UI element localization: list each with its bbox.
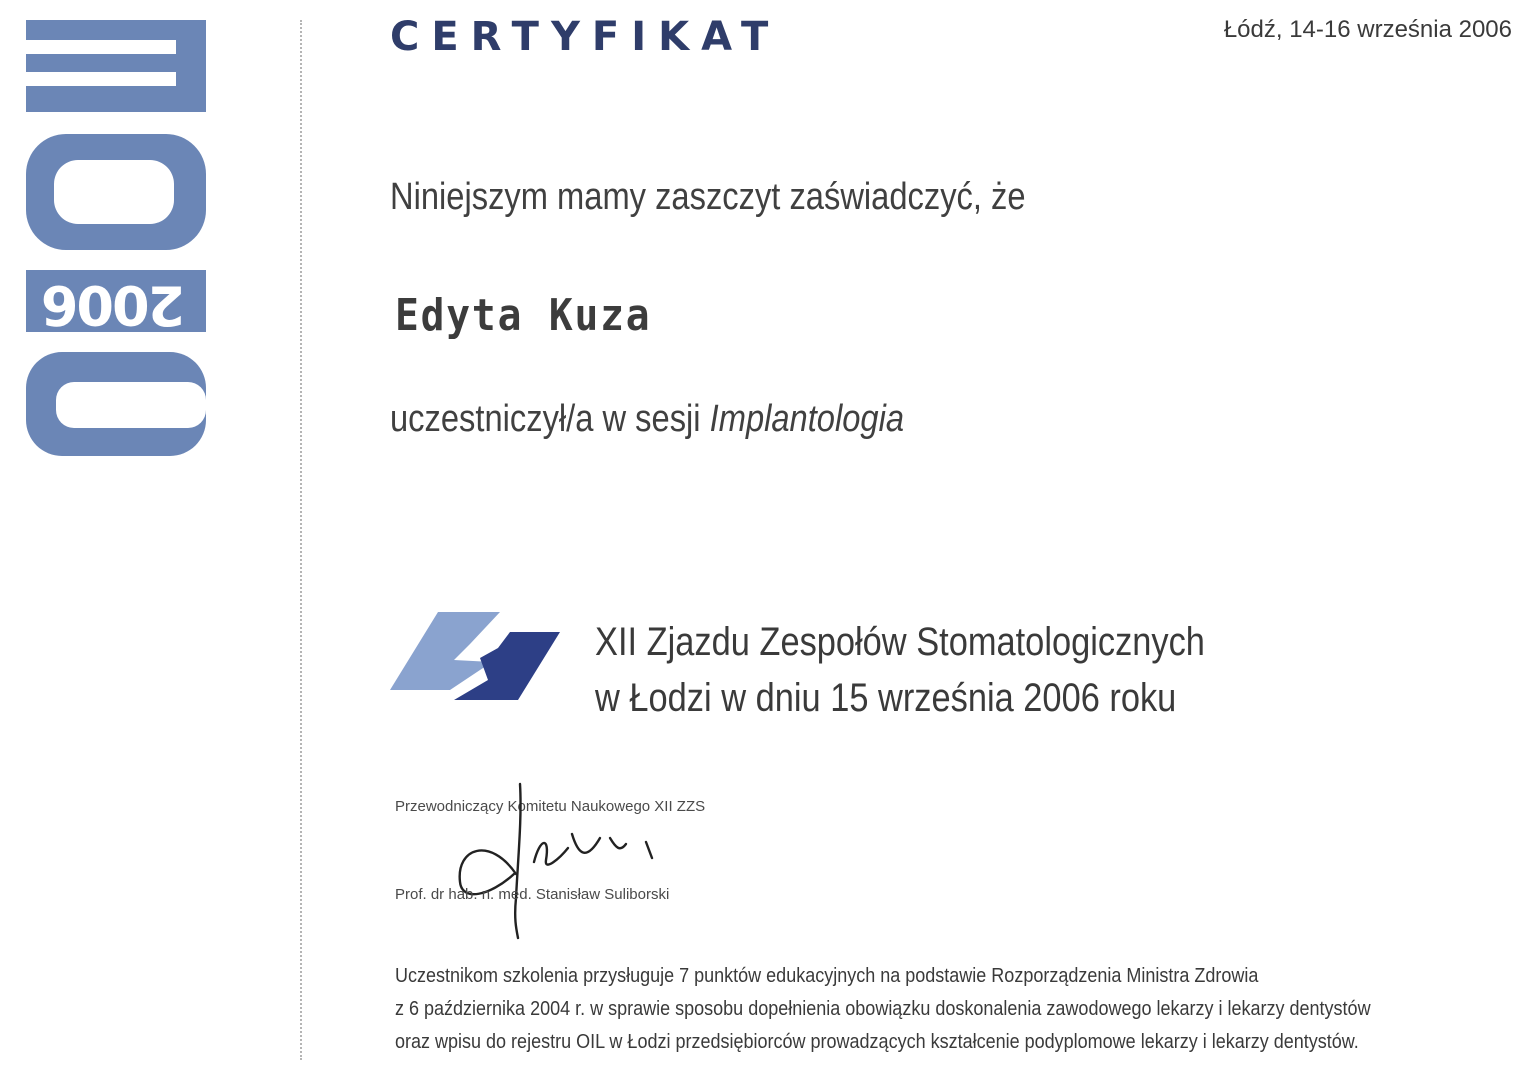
footnote-line: Uczestnikom szkolenia przysługuje 7 punktów edukacyjnych na podstawie Rozporządzenia Ministra Zdrowia bbox=[395, 965, 1259, 987]
session-prefix: uczestniczył/a w sesji bbox=[390, 398, 710, 440]
signatory-role: Przewodniczący Komitetu Naukowego XII ZZS bbox=[395, 798, 706, 815]
session-line bbox=[390, 398, 904, 441]
dotted-divider bbox=[300, 20, 302, 1060]
svg-text:2006: 2006 bbox=[42, 273, 186, 337]
footnote-line: oraz wpisu do rejestru OIL w Łodzi przedsiębiorców prowadzących kształcenie podyplomowe lekarzy i lekarzy dentystów. bbox=[395, 1031, 1359, 1053]
event-line-2: w Łodzi w dniu 15 września 2006 roku bbox=[595, 676, 1177, 720]
zzs-s-logo-icon bbox=[390, 610, 562, 702]
certificate-date: Łódź, 14-16 września 2006 bbox=[1223, 16, 1512, 43]
handwritten-signature bbox=[450, 778, 670, 942]
signer-name: Prof. dr hab. n. med. Stanisław Suliborski bbox=[395, 886, 670, 903]
cede-2006-logo bbox=[18, 14, 210, 460]
event-line-1: XII Zjazdu Zespołów Stomatologicznych bbox=[595, 620, 1205, 664]
legal-footnote bbox=[395, 960, 1371, 1059]
footnote-line: z 6 października 2004 r. w sprawie sposobu dopełnienia obowiązku doskonalenia zawodowego lekarzy i lekarzy dentystów bbox=[395, 998, 1371, 1020]
event-description bbox=[595, 614, 1205, 726]
participant-name: Edyta Kuza bbox=[395, 290, 652, 341]
certificate-title: CERTYFIKAT bbox=[390, 14, 781, 60]
intro-text: Niniejszym mamy zaszczyt zaświadczyć, że bbox=[390, 176, 1026, 218]
session-name: Implantologia bbox=[709, 398, 905, 440]
